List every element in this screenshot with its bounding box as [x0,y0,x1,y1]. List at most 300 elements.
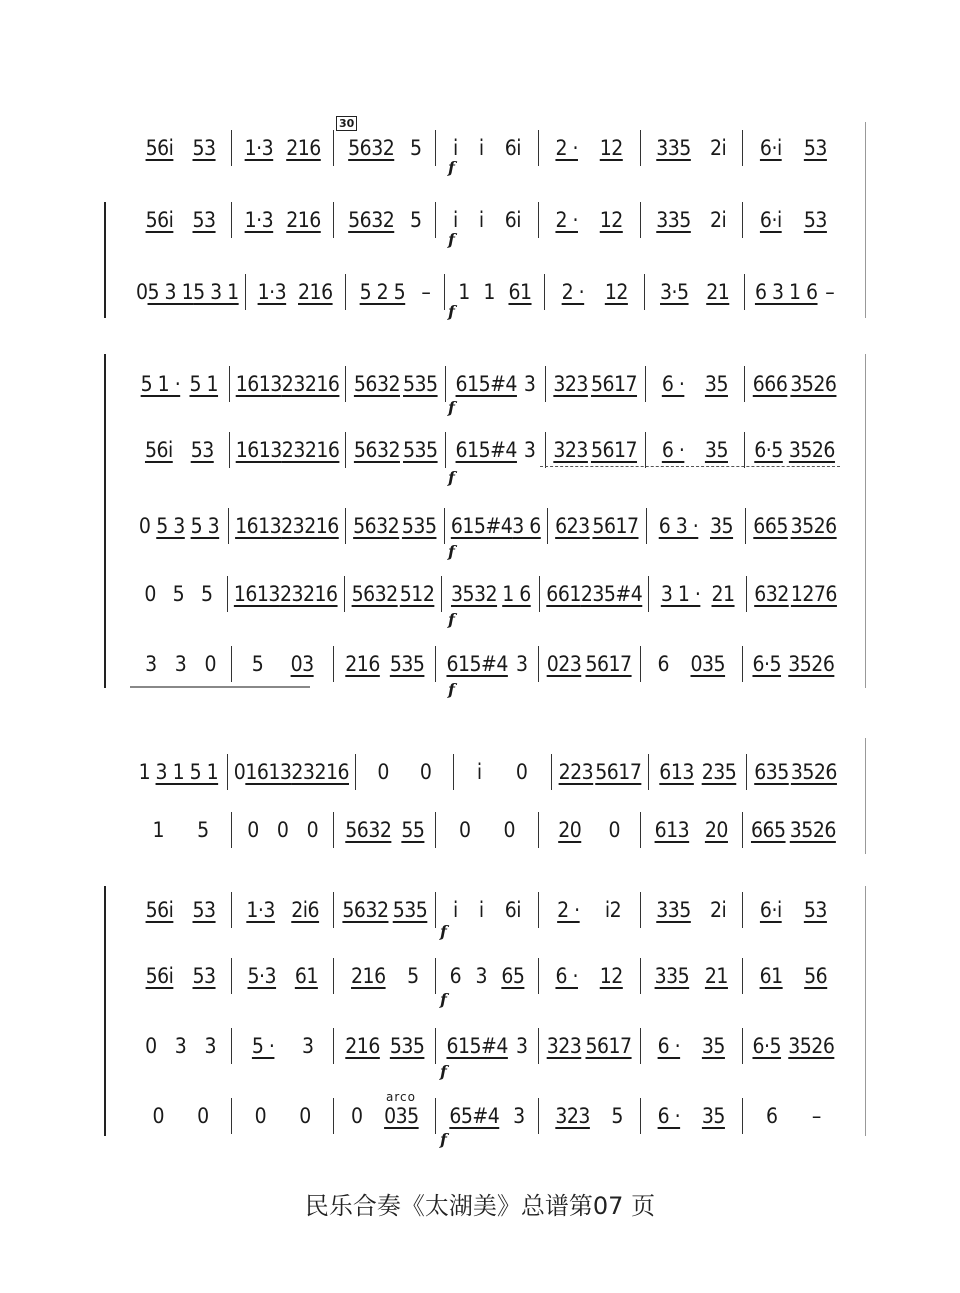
measure [130,576,227,612]
note-group: 53 [803,208,827,232]
note-group: 3526 [789,818,836,842]
measure [539,576,648,612]
note-group: 0 [458,818,471,842]
measure [744,432,844,468]
dynamic-mark: f [440,1130,447,1149]
note-group: 223 [558,760,594,784]
note-group: 2i [709,136,727,160]
dynamic-mark: f [448,230,455,249]
measure [435,1028,537,1064]
note-group: 1·3 [244,208,274,232]
part-row [130,888,844,932]
note-group: 3526 [790,514,837,538]
note-group: 56i [145,964,174,988]
note-group: 6i [504,898,521,922]
note-group: 615#4 [455,372,517,396]
note-group: 12 [599,136,623,160]
note-group: 216 [345,1034,380,1058]
note-group: 323 [546,1034,582,1058]
note-group: 53 [190,438,214,462]
measure [333,812,435,848]
note-group: 5632 [348,136,395,160]
measure [746,754,844,790]
note-group: 5632 [353,514,400,538]
note-group: 0 [138,514,151,538]
note-group: 5 [410,208,422,232]
measure [229,432,346,468]
note-group: 216 [298,280,333,304]
note-group: 0 [377,760,389,784]
measure [227,754,355,790]
note-group: 615#4 [455,438,517,462]
note-group: 235 [701,760,737,784]
note-group: 623 [555,514,590,538]
note-group: 12 [604,280,628,304]
note-group: 1613 [233,582,280,606]
note-group: 3 1 · [660,582,701,606]
note-group: 3 [174,1034,187,1058]
note-group: 3526 [788,652,835,676]
measure [745,508,844,544]
measure [640,202,742,238]
note-group: 535 [403,438,438,462]
measure [640,812,742,848]
note-group: 512 [399,582,435,606]
note-group: 6 3 1 6 [754,280,818,304]
measure [453,754,551,790]
measure [640,958,742,994]
measure [742,958,844,994]
note-group: 323 [553,438,588,462]
measure [130,812,231,848]
note-group: 5 2 5 [359,280,406,304]
measure [648,754,746,790]
note-group: 1 6 [502,582,531,606]
note-group: 5 [172,582,185,606]
measure [746,576,844,612]
note-group: 1613 [245,760,292,784]
measure [744,274,844,310]
note-group: 5 [197,818,209,842]
part-row [130,808,844,852]
measure [231,812,333,848]
note-group: 3 [174,652,187,676]
note-group: i [452,136,458,160]
note-group: 323 [555,1104,590,1128]
part-row [130,954,844,998]
measure [545,366,645,402]
note-group: 5632 [353,438,400,462]
score-system-1 [104,117,866,321]
note-group: 0 [306,818,319,842]
measure [744,366,844,402]
note-group: 5617 [595,760,642,784]
note-group: 5 [200,582,213,606]
note-group: 1·3 [246,898,275,922]
note-group: 5 [407,964,419,988]
note-group: 5632 [348,208,395,232]
note-group: 3 [523,438,536,462]
note-group: 1 [152,818,165,842]
measure [130,1028,231,1064]
note-group: 661 [546,582,581,606]
note-group: 61 [759,964,783,988]
part-row [130,362,844,406]
note-group: 23216 [281,438,340,462]
note-group: 56i [144,438,173,462]
note-group: 03 [290,652,314,676]
note-group: 6 [657,652,669,676]
note-group: 6·5 [752,1034,782,1058]
note-group: 635 [754,760,789,784]
measure [231,1028,333,1064]
note-group: 2 · [557,898,580,922]
note-group: 3·5 [660,280,689,304]
note-group: 3 [523,372,536,396]
note-group: 0 [247,818,259,842]
note-group: 615#4 [446,652,508,676]
measure [231,202,333,238]
measure [344,576,442,612]
measure [646,508,745,544]
note-group: 023 [546,652,582,676]
note-group: 21 [706,280,730,304]
note-group: 0 [299,1104,311,1128]
measure [227,576,344,612]
note-group: 3526 [788,1034,835,1058]
note-group: 2i [709,208,727,232]
note-group: 3 [204,1034,217,1058]
note-group: 6 · [657,1034,681,1058]
note-group: 0 [276,818,289,842]
note-group: – [811,1104,821,1128]
note-group: 535 [401,514,437,538]
measure [333,1098,435,1134]
measure [742,1028,844,1064]
note-group: 6 · [657,1104,681,1128]
note-group: 65#4 [449,1104,500,1128]
arco-marking: arco [386,1090,416,1104]
note-group: 23216 [281,514,339,538]
note-group: 2 · [561,280,585,304]
rehearsal-mark: 30 [336,116,357,131]
note-group: 666 [752,372,788,396]
measure [333,1028,435,1064]
note-group: 6 · [661,438,685,462]
note-group: 61 [294,964,318,988]
measure [333,958,435,994]
note-group: 53 [803,136,827,160]
note-group: 6i [504,136,521,160]
note-group: 5 3 1 [193,280,239,304]
measure [742,130,844,166]
measure [640,130,742,166]
note-group: i [478,136,484,160]
note-group: 5 [251,652,264,676]
note-group: 3526 [790,372,837,396]
note-group: 35 [701,1034,725,1058]
note-group: 0 [503,818,516,842]
note-group: 53 [192,898,216,922]
note-group: 6i [504,208,521,232]
note-group: 3 [515,652,528,676]
note-group: 3526 [790,760,837,784]
measure [355,754,453,790]
measure [444,274,544,310]
note-group: 0 [136,280,148,304]
note-group: 632 [754,582,789,606]
note-group: 5 3 [190,514,220,538]
measure [130,130,231,166]
dynamic-mark: f [448,542,455,561]
note-group: i2 [604,898,622,922]
measure [333,202,435,238]
measure [742,892,844,928]
measure [742,812,844,848]
measure [645,432,745,468]
note-group: 2i6 [291,898,320,922]
note-group: 56i [145,208,174,232]
note-group: 235#4 [580,582,643,606]
note-group: 53 [192,964,216,988]
note-group: 21 [711,582,735,606]
measure [445,432,545,468]
note-group: 335 [656,136,691,160]
measure [231,958,333,994]
note-group: 21 [704,964,728,988]
measure [345,366,445,402]
dynamic-mark: f [440,1062,447,1081]
system-bracket [104,202,106,318]
measure [742,1098,844,1134]
note-group: 3 [515,1034,528,1058]
note-group: 65 [501,964,525,988]
note-group: 216 [286,136,321,160]
note-group: 5 3 1 [147,280,194,304]
measure [435,958,537,994]
measure [130,366,229,402]
measure [345,432,445,468]
note-group: 2 · [555,136,578,160]
note-group: 20 [558,818,582,842]
note-group: 335 [654,964,690,988]
dynamic-mark: f [448,158,455,177]
note-group: 1613 [235,438,282,462]
measure [640,892,742,928]
dynamic-mark: f [448,468,455,487]
note-group: 35 [704,438,728,462]
note-group: 035 [384,1104,419,1128]
note-group: 216 [351,964,386,988]
part-row [130,1024,844,1068]
measure [130,646,231,682]
note-group: 1276 [790,582,837,606]
measure [538,130,640,166]
note-group: 615#4 [446,1034,508,1058]
note-group: 23216 [281,372,340,396]
note-group: 53 [803,898,827,922]
note-group: 20 [704,818,728,842]
measure [345,508,444,544]
note-group: 6 3 · [658,514,699,538]
note-group: 535 [389,652,425,676]
note-group: 1 [138,760,151,784]
system-end-line [865,738,866,854]
score-system-2 [104,354,866,699]
part-row [130,1094,844,1138]
note-group: 35 [701,1104,725,1128]
measure [538,1028,640,1064]
note-group: 613 [659,760,694,784]
note-group: 5 · [251,1034,275,1058]
note-group: 035 [690,652,726,676]
note-group: 535 [403,372,438,396]
measure [538,958,640,994]
measure [435,812,537,848]
measure [333,130,435,166]
measure [538,202,640,238]
note-group: 6·5 [752,652,782,676]
measure [130,508,228,544]
measure [231,646,333,682]
note-group: 665 [753,514,788,538]
measure [130,958,231,994]
note-group: 613 [654,818,690,842]
measure [231,130,333,166]
note-group: 3 [513,1104,525,1128]
note-group: 5632 [353,372,400,396]
measure [130,432,229,468]
note-group: 5 [410,136,422,160]
measure [742,646,844,682]
part-row [130,572,844,616]
page-footer: 民乐合奏《太湖美》总谱第07 页 [304,1192,656,1220]
dynamic-mark: f [448,680,455,699]
measure [742,202,844,238]
measure [538,892,640,928]
system-end-line [865,122,866,318]
note-group: 5617 [585,1034,632,1058]
note-group: 0 [515,760,528,784]
measure [130,892,231,928]
measure [130,274,245,310]
dynamic-mark: f [440,922,447,941]
note-group: 0 [254,1104,267,1128]
note-group: 3526 [788,438,835,462]
note-group: 0 [144,582,156,606]
note-group: 35 [704,372,728,396]
note-group: 3 [301,1034,314,1058]
note-group: 1 [483,280,495,304]
measure [644,274,744,310]
measure [640,646,742,682]
note-group: 535 [392,898,428,922]
note-group: 0 [608,818,621,842]
measure [544,274,644,310]
measure [545,432,645,468]
note-group: 12 [599,208,623,232]
note-group: 53 [192,208,216,232]
note-group: 665 [750,818,786,842]
note-group: 56i [145,136,174,160]
measure [130,754,227,790]
note-group: 53 [192,136,216,160]
note-group: 0 [145,1034,157,1058]
note-group: 615#4 [450,514,513,538]
note-group: 6·i [759,898,782,922]
note-group: 5632 [342,898,389,922]
measure [538,1098,640,1134]
measure [130,1098,231,1134]
note-group: 216 [345,652,380,676]
note-group: 2i [709,898,727,922]
note-group: 0 [351,1104,363,1128]
note-group: 216 [286,208,321,232]
part-row [130,642,844,686]
note-group: 6·i [759,136,782,160]
note-group: 0 [197,1104,209,1128]
note-group: 12 [599,964,623,988]
note-group: 55 [401,818,425,842]
note-group: – [825,280,835,304]
measure [445,366,545,402]
note-group: 0 [204,652,217,676]
measure [538,812,640,848]
measure [538,646,640,682]
note-group: 5617 [585,652,632,676]
note-group: 3 [145,652,157,676]
note-group: 5 1 · [140,372,181,396]
note-group: 5 [611,1104,623,1128]
measure [245,274,345,310]
system-end-line [865,354,866,688]
note-group: 335 [656,898,691,922]
note-group: 56 [804,964,828,988]
note-group: 3 [475,964,487,988]
system-bracket [104,354,106,688]
note-group: 0 [233,760,246,784]
note-group: 56i [145,898,174,922]
dynamic-mark: f [448,398,455,417]
note-group: 0 [419,760,432,784]
measure [130,202,231,238]
part-row [130,270,844,314]
note-group: i [478,898,484,922]
note-group: 323 [553,372,588,396]
note-group: i [476,760,482,784]
note-group: 335 [656,208,691,232]
note-group: 5·3 [247,964,277,988]
note-group: 6 · [555,964,578,988]
measure [435,646,537,682]
note-group: 6 [449,964,462,988]
note-group: 3532 [450,582,498,606]
note-group: 35 [710,514,734,538]
measure [648,576,746,612]
note-group: i [478,208,484,232]
measure [640,1098,742,1134]
measure [444,508,547,544]
note-group: 1 [458,280,470,304]
measure [231,1098,333,1134]
note-group: 5617 [592,514,639,538]
note-group: 5 1 [189,372,219,396]
note-group: 3 6 [512,514,541,538]
note-group: 5617 [590,438,638,462]
note-group: i [452,898,458,922]
part-row [130,750,844,794]
note-group: 3 1 5 1 [155,760,219,784]
